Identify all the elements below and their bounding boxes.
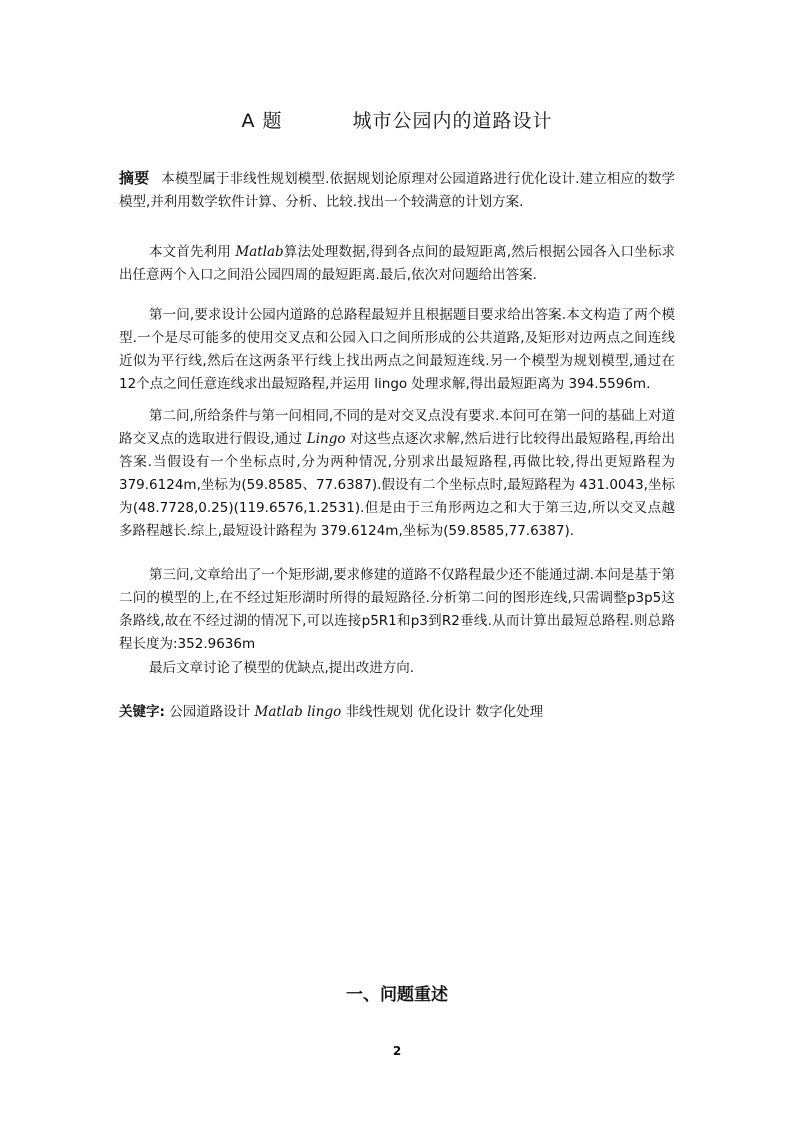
section-heading: 一、问题重述 <box>346 985 448 1005</box>
keyword: 公园道路设计 <box>169 704 251 720</box>
p3-lingo: Lingo <box>306 431 346 447</box>
abstract-intro <box>119 167 675 214</box>
keyword: 优化设计 <box>417 704 472 720</box>
abstract-paragraph-2: 第一问,要求设计公园内道路的总路程最短并且根据题目要求给出答案.本文构造了两个模型.一个是尽可能多的使用交叉点和公园入口之间所形成的公共道路,及矩形对边两点之间连线近似为平行线,然后在这两条平行线上找出两点之间最短连线.另一个模型为规划模型,通过在12个点之间任意连线求出最短路程,并运用 lingo 处理求解,得出最短距离为 394.5596m. <box>119 307 675 392</box>
p3-text-a: 第二问,所给条件与第一问相同,不同的是对交叉点没有要求.本问可在第一问的基础上对道路交叉点的选取进行假设,通过 <box>119 408 675 447</box>
keyword: 非线性规划 <box>345 704 414 720</box>
abstract-label: 摘要 <box>119 169 150 187</box>
problem-label: A 题 <box>241 110 283 132</box>
p1-text-a: 本文首先利用 <box>149 244 236 260</box>
abstract-paragraph-4: 第三问,文章给出了一个矩形湖,要求修建的道路不仅路程最少还不能通过湖.本问是基于第二问的模型的上,在不经过矩形湖时所得的最短路径.分析第二问的图形连线,只需调整p3p5这条路线,故在不经过湖的情况下,可以连接p5R1和p3到R2垂线.从而计算出最短总路程.则总路程长度为:352.9636m <box>119 567 675 652</box>
keyword: lingo <box>307 704 342 720</box>
title-text: 城市公园内的道路设计 <box>352 110 553 132</box>
p3-text-c: 对这些点逐次求解,然后进行比较得出最短路程,再给出答案.当假设有一个坐标点时,分为两种情况,分别求出最短路程,再做比较,得出更短路程为 379.6124m,坐标为(59.8585、77.6387).假设有二个坐标点时,最短路程为 431.0043,坐标为(48.7728,0.25)(119.6576,1.2531).但是由于三角形两边之和大于第三边,所以交叉点越多路程越长.综上,最短设计路程为 379.6124m,坐标为(59.8585,77.6387). <box>119 431 675 539</box>
abstract-paragraph-3 <box>119 405 675 543</box>
keyword: Matlab <box>254 704 303 720</box>
abstract-paragraph-1 <box>119 241 675 287</box>
page-number: 2 <box>392 1044 402 1058</box>
p1-text-c: 算法处理数据,得到各点间的最短距离,然后根据公园各入口坐标求出任意两个入口之间沿公园四周的最短距离.最后,依次对问题给出答案. <box>119 244 675 283</box>
abstract-paragraph-5: 最后文章讨论了模型的优缺点,提出改进方向. <box>149 660 415 676</box>
paper-title <box>0 106 794 133</box>
abstract-intro-text: 本模型属于非线性规划模型.依据规划论原理对公园道路进行优化设计.建立相应的数学模型,并利用数学软件计算、分析、比较.找出一个较满意的计划方案. <box>119 171 675 210</box>
keywords <box>119 700 543 720</box>
keyword: 数字化处理 <box>475 704 544 720</box>
keywords-label: 关键字: <box>119 704 165 720</box>
p1-matlab: Matlab <box>235 244 284 260</box>
